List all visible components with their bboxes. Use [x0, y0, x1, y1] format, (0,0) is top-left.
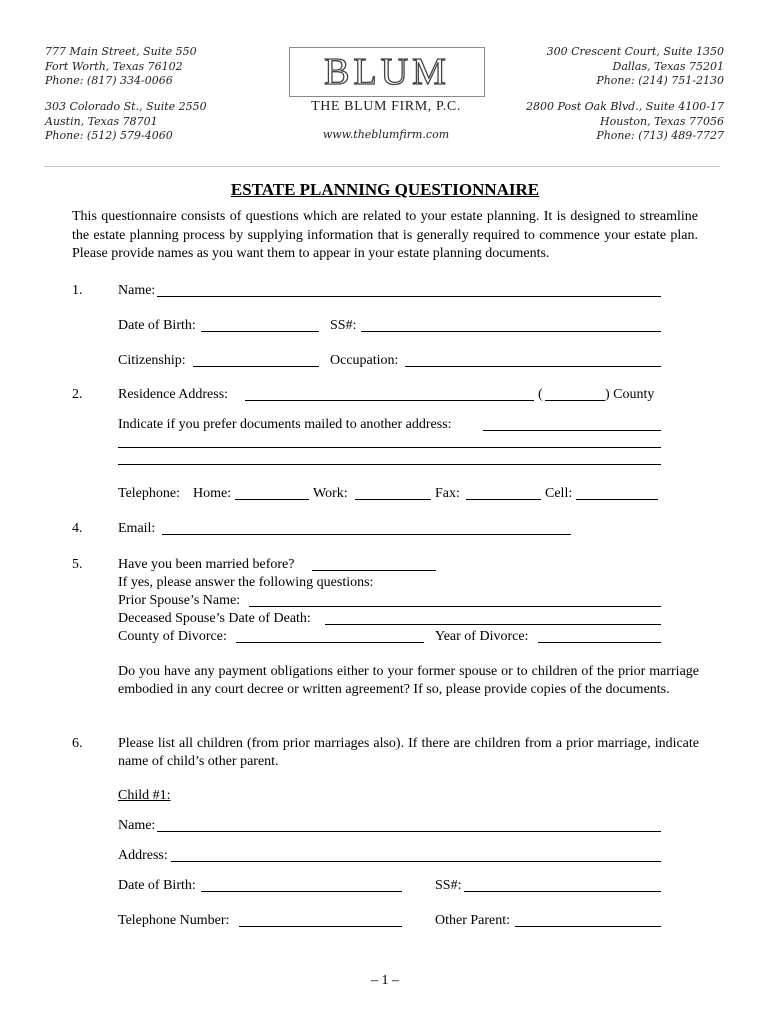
work-phone-field[interactable] — [355, 499, 431, 500]
child-ss-field[interactable] — [464, 891, 661, 892]
question-number: 5. — [72, 557, 83, 572]
county-field[interactable] — [545, 400, 605, 401]
intro-paragraph: This questionnaire consists of questions which are related to your estate planning. It is designed to streamline the estate planning process by supplying information that is generally required to commence your estate plan. Please provide names as you want them to appear in your estate planning documents. — [72, 209, 698, 261]
ss-label: SS#: — [330, 318, 357, 333]
mailing-field[interactable] — [483, 430, 661, 431]
if-yes-text: If yes, please answer the following questions: — [118, 575, 374, 590]
logo-text: BLUM — [324, 51, 450, 93]
cell-field[interactable] — [576, 499, 658, 500]
dob-field[interactable] — [201, 331, 319, 332]
email-label: Email: — [118, 521, 156, 536]
email-field[interactable] — [162, 534, 571, 535]
county-divorce-label: County of Divorce: — [118, 629, 227, 644]
phone-line: Phone: (512) 579-4060 — [45, 129, 173, 142]
residence-label: Residence Address: — [118, 387, 229, 402]
child-name-field[interactable] — [157, 831, 661, 832]
residence-field[interactable] — [245, 400, 534, 401]
cell-label: Cell: — [545, 486, 573, 501]
deceased-spouse-field[interactable] — [325, 624, 661, 625]
obligations-paragraph: Do you have any payment obligations either to your former spouse or to children of the prior marriage embodied in any court decree or written agreement? If so, please provide copies of the documents. — [118, 664, 699, 697]
fax-field[interactable] — [466, 499, 541, 500]
address-line: Houston, Texas 77056 — [600, 114, 724, 128]
year-divorce-label: Year of Divorce: — [435, 629, 529, 644]
office-dallas — [547, 45, 724, 89]
firm-name: THE BLUM FIRM, P.C. — [311, 99, 461, 114]
office-austin — [45, 100, 207, 144]
address-line: 777 Main Street, Suite 550 — [45, 45, 197, 58]
question-number: 6. — [72, 736, 83, 751]
other-parent-field[interactable] — [515, 926, 661, 927]
child-dob-field[interactable] — [201, 891, 402, 892]
name-label: Name: — [118, 283, 156, 298]
prior-spouse-label: Prior Spouse’s Name: — [118, 593, 241, 608]
question-number: 2. — [72, 387, 83, 402]
children-instructions: Please list all children (from prior marriages also). If there are children from a prior marriage, indicate name of child’s other parent. — [118, 736, 699, 769]
office-houston — [526, 100, 724, 144]
dob-label: Date of Birth: — [118, 318, 196, 333]
citizenship-field[interactable] — [193, 366, 319, 367]
firm-website: www.theblumfirm.com — [322, 128, 450, 141]
other-parent-label: Other Parent: — [435, 913, 511, 928]
address-line: 300 Crescent Court, Suite 1350 — [546, 45, 724, 58]
child-address-field[interactable] — [171, 861, 661, 862]
child-telephone-label: Telephone Number: — [118, 913, 230, 928]
phone-line: Phone: (817) 334-0066 — [45, 74, 173, 87]
work-phone-label: Work: — [313, 486, 348, 501]
county-open-paren: ( — [538, 387, 543, 402]
prior-spouse-field[interactable] — [249, 606, 661, 607]
occupation-field[interactable] — [405, 366, 661, 367]
firm-logo — [289, 47, 485, 97]
mailing-field-line3[interactable] — [118, 464, 661, 465]
county-label: ) County — [605, 387, 655, 402]
citizenship-label: Citizenship: — [118, 353, 186, 368]
year-divorce-field[interactable] — [538, 642, 661, 643]
address-line: Austin, Texas 78701 — [45, 114, 158, 128]
fax-label: Fax: — [435, 486, 460, 501]
address-line: 2800 Post Oak Blvd., Suite 4100-17 — [526, 100, 724, 113]
married-before-label: Have you been married before? — [118, 557, 295, 572]
page-title: ESTATE PLANNING QUESTIONNAIRE — [230, 180, 540, 199]
office-fort-worth — [45, 45, 197, 89]
county-divorce-field[interactable] — [236, 642, 424, 643]
question-number: 4. — [72, 521, 83, 536]
child-address-label: Address: — [118, 848, 168, 863]
page-number: – 1 – — [371, 973, 399, 988]
child-name-label: Name: — [118, 818, 156, 833]
home-phone-label: Home: — [193, 486, 232, 501]
question-number: 1. — [72, 283, 83, 298]
home-phone-field[interactable] — [235, 499, 309, 500]
telephone-label: Telephone: — [118, 486, 180, 501]
child-telephone-field[interactable] — [239, 926, 402, 927]
child-heading: Child #1: — [118, 788, 171, 803]
phone-line: Phone: (713) 489-7727 — [596, 129, 724, 142]
child-ss-label: SS#: — [435, 878, 462, 893]
occupation-label: Occupation: — [330, 353, 399, 368]
header-divider — [44, 166, 720, 167]
child-dob-label: Date of Birth: — [118, 878, 196, 893]
mailing-field-line2[interactable] — [118, 447, 661, 448]
address-line: 303 Colorado St., Suite 2550 — [45, 100, 207, 113]
married-before-field[interactable] — [312, 570, 436, 571]
deceased-spouse-label: Deceased Spouse’s Date of Death: — [118, 611, 311, 626]
mailing-label: Indicate if you prefer documents mailed to another address: — [118, 417, 452, 432]
address-line: Dallas, Texas 75201 — [612, 59, 724, 73]
name-field[interactable] — [157, 296, 661, 297]
phone-line: Phone: (214) 751-2130 — [596, 74, 724, 87]
address-line: Fort Worth, Texas 76102 — [45, 59, 183, 73]
ss-field[interactable] — [361, 331, 661, 332]
